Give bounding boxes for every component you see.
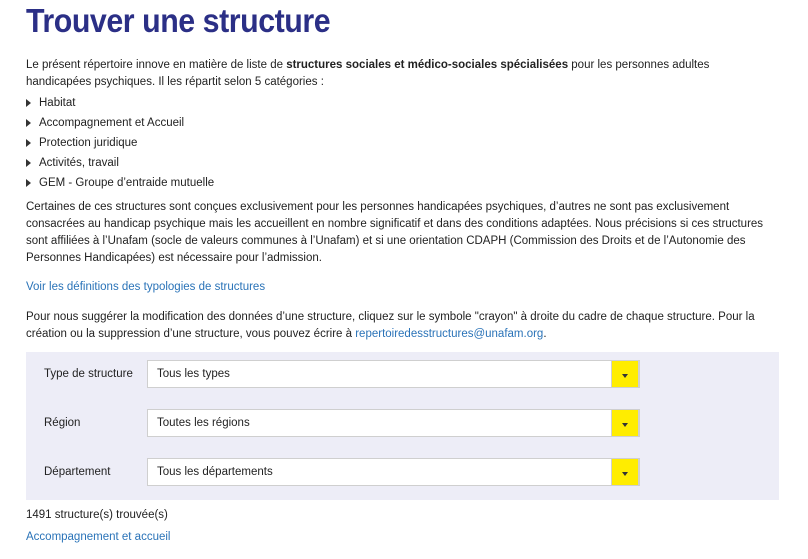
triangle-bullet-icon bbox=[26, 99, 31, 107]
category-result-link[interactable]: Accompagnement et accueil bbox=[26, 531, 171, 543]
chevron-down-icon[interactable] bbox=[611, 409, 639, 437]
description-paragraph: Certaines de ces structures sont conçues exclusivement pour les personnes handicapées psychiques, d’autres ne sont pas exclusivement consacrées au handicap psychique mais les accueillent en nombre significatif et dans des conditions adaptées. Nous précisions si ces structures sont affiliées à l’Unafam (socle de valeurs communes à l’Unafam) et si une orientation CDAPH (Commission des Droits et de l’Autonomie des Personnes Handicapées) est nécessaire pour l’admission. bbox=[26, 201, 764, 264]
list-item bbox=[26, 153, 214, 173]
contact-text: Pour nous suggérer la modification des données d’une structure, cliquez sur le symbole "crayon" à droite du cadre de chaque structure. Pour la création ou la suppression d’une structure, vous pouvez écrire à bbox=[26, 311, 755, 340]
departement-select-value: Tous les départements bbox=[157, 466, 273, 478]
list-item bbox=[26, 173, 214, 193]
category-list bbox=[26, 93, 214, 193]
contact-paragraph bbox=[26, 309, 778, 343]
chevron-down-icon[interactable] bbox=[611, 360, 639, 388]
category-label: Protection juridique bbox=[39, 137, 138, 149]
email-link[interactable]: repertoiredesstructures@unafam.org bbox=[355, 328, 544, 340]
departement-select[interactable] bbox=[147, 458, 640, 486]
category-label: Accompagnement et Accueil bbox=[39, 117, 185, 129]
region-select-value: Toutes les régions bbox=[157, 417, 250, 429]
category-label: Habitat bbox=[39, 97, 76, 109]
page-title: Trouver une structure bbox=[26, 2, 331, 39]
filter-row-type bbox=[44, 359, 640, 389]
contact-end: . bbox=[543, 328, 547, 340]
list-item bbox=[26, 93, 214, 113]
category-label: GEM - Groupe d’entraide mutuelle bbox=[39, 177, 215, 189]
filter-row-departement bbox=[44, 457, 640, 487]
triangle-bullet-icon bbox=[26, 179, 31, 187]
region-label: Région bbox=[44, 417, 81, 429]
region-select[interactable] bbox=[147, 409, 640, 437]
category-label: Activités, travail bbox=[39, 157, 119, 169]
type-select[interactable] bbox=[147, 360, 640, 388]
filter-panel bbox=[26, 352, 779, 500]
list-item bbox=[26, 133, 214, 153]
intro-text-2: pour les personnes adultes handicapées psychiques. Il les répartit selon 5 catégories : bbox=[26, 59, 710, 88]
intro-bold: structures sociales et médico-sociales spécialisées bbox=[286, 59, 569, 71]
triangle-bullet-icon bbox=[26, 159, 31, 167]
results-count: 1491 structure(s) trouvée(s) bbox=[26, 509, 168, 521]
triangle-bullet-icon bbox=[26, 119, 31, 127]
type-select-value: Tous les types bbox=[157, 368, 230, 380]
type-label: Type de structure bbox=[44, 368, 133, 380]
definitions-link[interactable]: Voir les définitions des typologies de structures bbox=[26, 281, 266, 293]
intro-paragraph bbox=[26, 57, 776, 91]
triangle-bullet-icon bbox=[26, 139, 31, 147]
intro-text-1: Le présent répertoire innove en matière de liste de bbox=[26, 59, 287, 71]
list-item bbox=[26, 113, 214, 133]
filter-row-region bbox=[44, 408, 640, 438]
departement-label: Département bbox=[44, 466, 111, 478]
chevron-down-icon[interactable] bbox=[611, 458, 639, 486]
